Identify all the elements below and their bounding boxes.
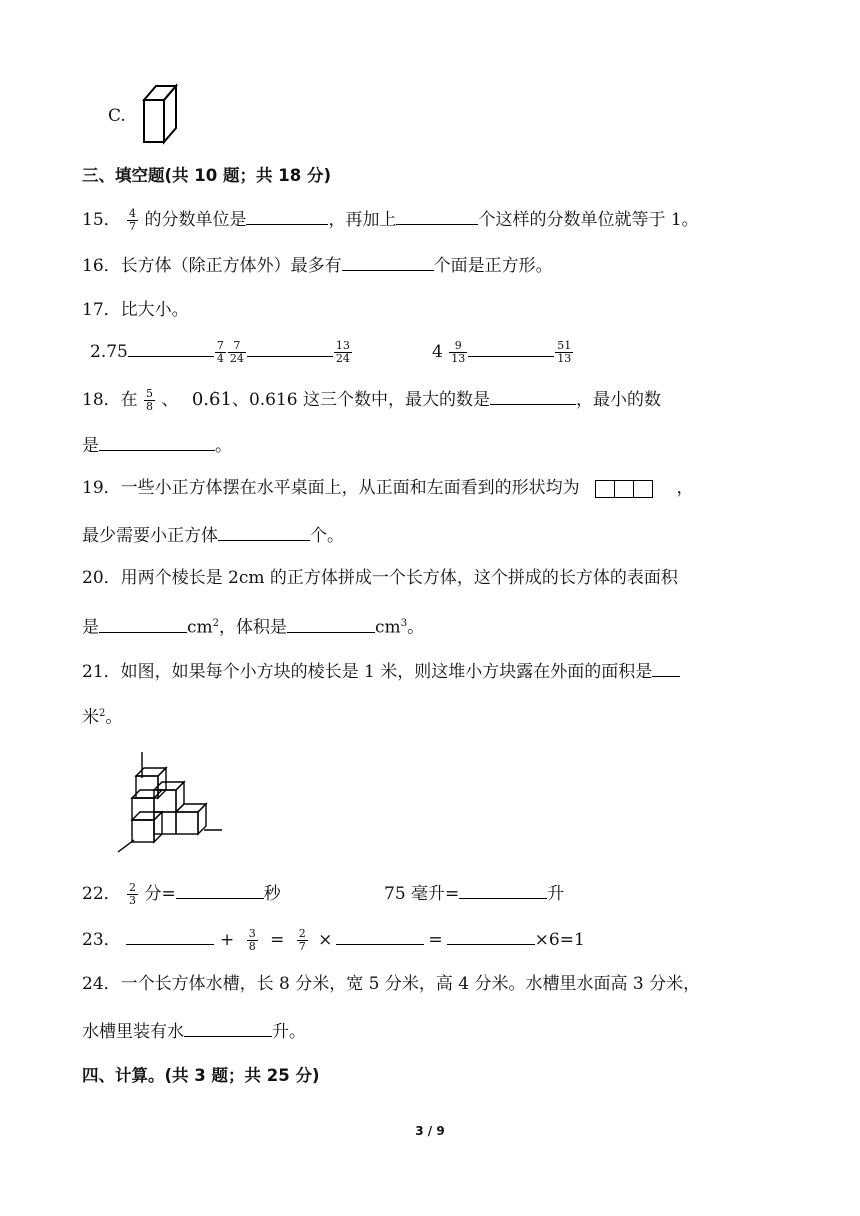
q22-blank-2[interactable] [459,880,547,899]
question-16 [82,252,553,278]
q15-text-3: 个这样的分数单位就等于 1。 [478,210,699,230]
q17-fraction-b: $\frac{7}{4}$ [216,339,224,365]
q24-text-2: 水槽里装有水 [82,1022,184,1042]
q17-blank-1[interactable] [128,338,214,357]
q18-text-4: 。 [215,436,232,456]
question-22-part-2 [384,880,564,906]
q16-blank[interactable] [342,252,434,271]
question-24-cont [82,1018,306,1044]
q19-text-4: 个。 [310,526,344,546]
q19-text-3: 最少需要小正方体 [82,526,218,546]
question-19-cont [82,522,344,548]
q20-text-2: 是 [82,617,99,638]
q16-text-2: 个面是正方形。 [433,256,553,276]
q23-number: 23． [82,930,121,950]
question-20 [82,566,678,590]
q18-text-1: 、0.616 这三个数中，最大的数是 [231,390,491,410]
q22-fraction: $\frac{2}{3}$ [129,881,137,907]
cuboid-figure [140,82,182,146]
q21-text-2: 米 [82,707,99,728]
q23-times: × [318,930,333,950]
question-23 [82,926,585,953]
q20-blank-1[interactable] [99,614,187,633]
q18-blank-2[interactable] [99,432,215,451]
question-24 [82,972,700,996]
question-18-cont [82,432,232,458]
q21-number: 21． [82,662,121,682]
q24-text-1: 一个长方体水槽，长 8 分米，宽 5 分米，高 4 分米。水槽里水面高 3 分米， [120,974,701,994]
q23-blank-3[interactable] [447,926,535,945]
q24-blank[interactable] [184,1018,272,1037]
q24-number: 24． [82,974,121,994]
q18-text-3: 是 [82,436,99,456]
q17-text: 比大小。 [120,300,189,320]
question-20-cont [82,612,424,640]
q15-text-2: ，再加上 [328,210,397,230]
q18-number: 18． [82,390,121,410]
q17-blank-2[interactable] [247,338,333,357]
q17-number: 17． [82,300,121,320]
q18-text-0: 在 [120,390,138,410]
q22-text-1: 分= [144,884,176,904]
question-17 [82,298,189,322]
q20-text-1: 用两个棱长是 2cm 的正方体拼成一个长方体，这个拼成的长方体的表面积 [120,568,678,588]
q22-text-3: 75 毫升= [384,884,460,904]
question-19 [82,476,693,500]
q15-number: 15． [82,210,121,230]
q17-fraction-f: $\frac{9}{13}$ [451,339,466,365]
q23-tail: ×6=1 [534,930,585,950]
question-21-cont [82,702,122,730]
q24-text-3: 升。 [272,1022,306,1042]
option-c-label: C. [108,106,126,126]
question-21 [82,658,680,684]
q17-blank-3[interactable] [468,338,554,357]
q20-blank-2[interactable] [287,614,375,633]
q23-fraction-2: $\frac{2}{7}$ [298,927,306,953]
q15-fraction: $\frac{4}{7}$ [129,207,137,233]
cube-stack-figure [112,748,232,860]
three-squares-figure [595,480,653,498]
q17-fraction-g: $\frac{51}{13}$ [557,339,572,365]
q17-compare-row-2 [432,338,574,365]
q18-repeating-decimal: 0.. 6. 1 [192,389,232,410]
question-18 [82,386,661,413]
page-number: 3 / 9 [415,1124,445,1138]
q15-text-1: 的分数单位是 [144,210,247,230]
q22-blank-1[interactable] [176,880,264,899]
q20-text-4: ，体积是 [219,617,288,638]
q20-unit-2: cm [375,617,401,638]
section-3-title: 三、填空题(共 10 题；共 18 分) [82,166,331,185]
q21-sup: 2 [99,708,106,719]
q22-number: 22． [82,884,121,904]
q21-text-3: 。 [105,707,123,728]
section-4-title: 四、计算。(共 3 题；共 25 分) [82,1066,320,1085]
q19-text-1: 一些小正方体摆在水平桌面上，从正面和左面看到的形状均为 [120,478,580,498]
q17-fraction-c: $\frac{7}{24}$ [229,339,244,365]
q22-text-2: 秒 [263,884,281,904]
question-22 [82,880,281,907]
q16-number: 16． [82,256,121,276]
q20-text-6: 。 [407,617,425,638]
q17-value-e: 4 [432,342,443,362]
q23-blank-1[interactable] [126,926,214,945]
q19-text-2: ， [676,478,694,498]
q20-number: 20． [82,568,121,588]
q20-unit-1: cm [187,617,213,638]
q17-value-a: 2.75 [90,342,128,362]
q23-equals: = [270,930,285,950]
q15-blank-2[interactable] [396,206,478,225]
q21-blank[interactable] [652,658,680,677]
q15-blank-1[interactable] [246,206,328,225]
q18-blank-1[interactable] [490,386,576,405]
q19-number: 19． [82,478,121,498]
q18-fraction: $\frac{5}{8}$ [146,387,154,413]
q23-fraction-1: $\frac{3}{8}$ [248,927,256,953]
q23-equals-2: = [428,930,443,950]
q21-text-1: 如图，如果每个小方块的棱长是 1 米，则这堆小方块露在外面的面积是 [120,662,653,682]
q18-separator: 、 [161,390,179,410]
q19-blank[interactable] [218,522,310,541]
q20-sup-3: 3 [400,618,408,629]
q16-text-1: 长方体（除正方体外）最多有 [120,256,342,276]
q17-compare-row [90,338,353,365]
q18-text-2: ，最小的数 [576,390,662,410]
q17-fraction-d: $\frac{13}{24}$ [335,339,350,365]
q20-sup-2: 2 [212,618,220,629]
q22-text-4: 升 [547,884,565,904]
q23-blank-2[interactable] [336,926,424,945]
q23-plus: + [220,930,235,950]
question-15 [82,206,699,233]
